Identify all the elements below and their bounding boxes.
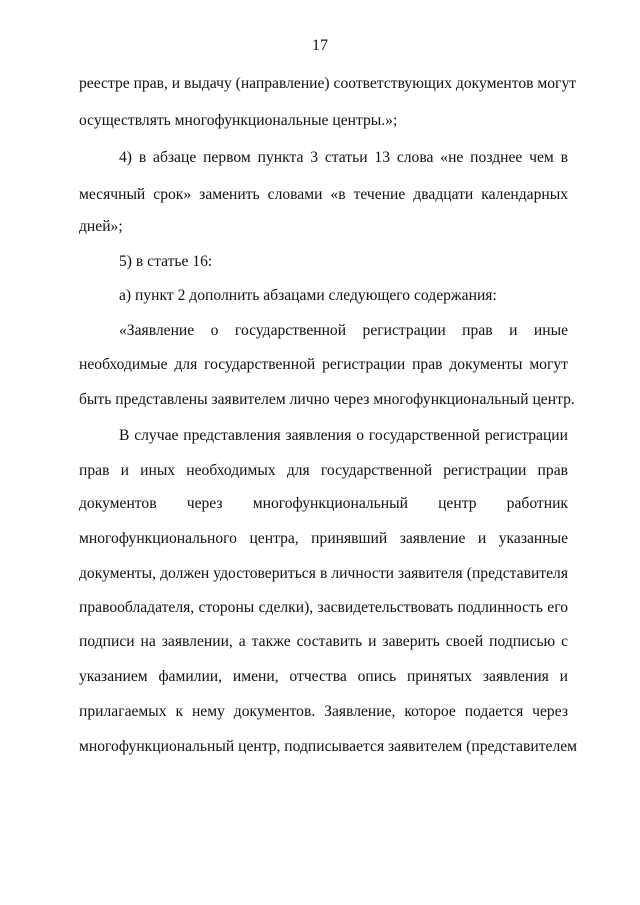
page-number: 17 [312, 37, 328, 54]
text-line: месячный срок» заменить словами «в течение двадцати календарных [79, 186, 568, 203]
text-line: 5) в статье 16: [119, 253, 213, 270]
text-line: необходимые для государственной регистрации прав документы могут [79, 356, 568, 373]
text-line: дней»; [79, 218, 123, 235]
text-line: прилагаемых к нему документов. Заявление, которое подается через [79, 703, 568, 720]
text-line: указанием фамилии, имени, отчества опись принятых заявления и [79, 668, 568, 685]
text-line: прав и иных необходимых для государственной регистрации прав [79, 462, 568, 479]
text-line: реестре прав, и выдачу (направление) соответствующих документов могут [79, 75, 577, 92]
text-line: многофункциональный центр, подписывается заявителем (представителем [79, 738, 578, 755]
text-line: документов через многофункциональный центр работник [79, 495, 568, 512]
text-line: правообладателя, стороны сделки), засвидетельствовать подлинность его [79, 599, 568, 616]
text-line: а) пункт 2 дополнить абзацами следующего содержания: [119, 287, 497, 304]
text-line: подписи на заявлении, а также составить и заверить своей подписью с [79, 633, 568, 650]
text-line: многофункционального центра, принявший заявление и указанные [79, 530, 568, 547]
text-line: осуществлять многофункциональные центры.»; [79, 112, 398, 129]
text-line: документы, должен удостовериться в личности заявителя (представителя [79, 565, 568, 582]
text-line: «Заявление о государственной регистрации прав и иные [119, 322, 568, 339]
text-line: В случае представления заявления о государственной регистрации [119, 427, 568, 444]
text-line: 4) в абзаце первом пункта 3 статьи 13 слова «не позднее чем в [119, 149, 568, 166]
text-line: быть представлены заявителем лично через многофункциональный центр. [79, 391, 575, 408]
